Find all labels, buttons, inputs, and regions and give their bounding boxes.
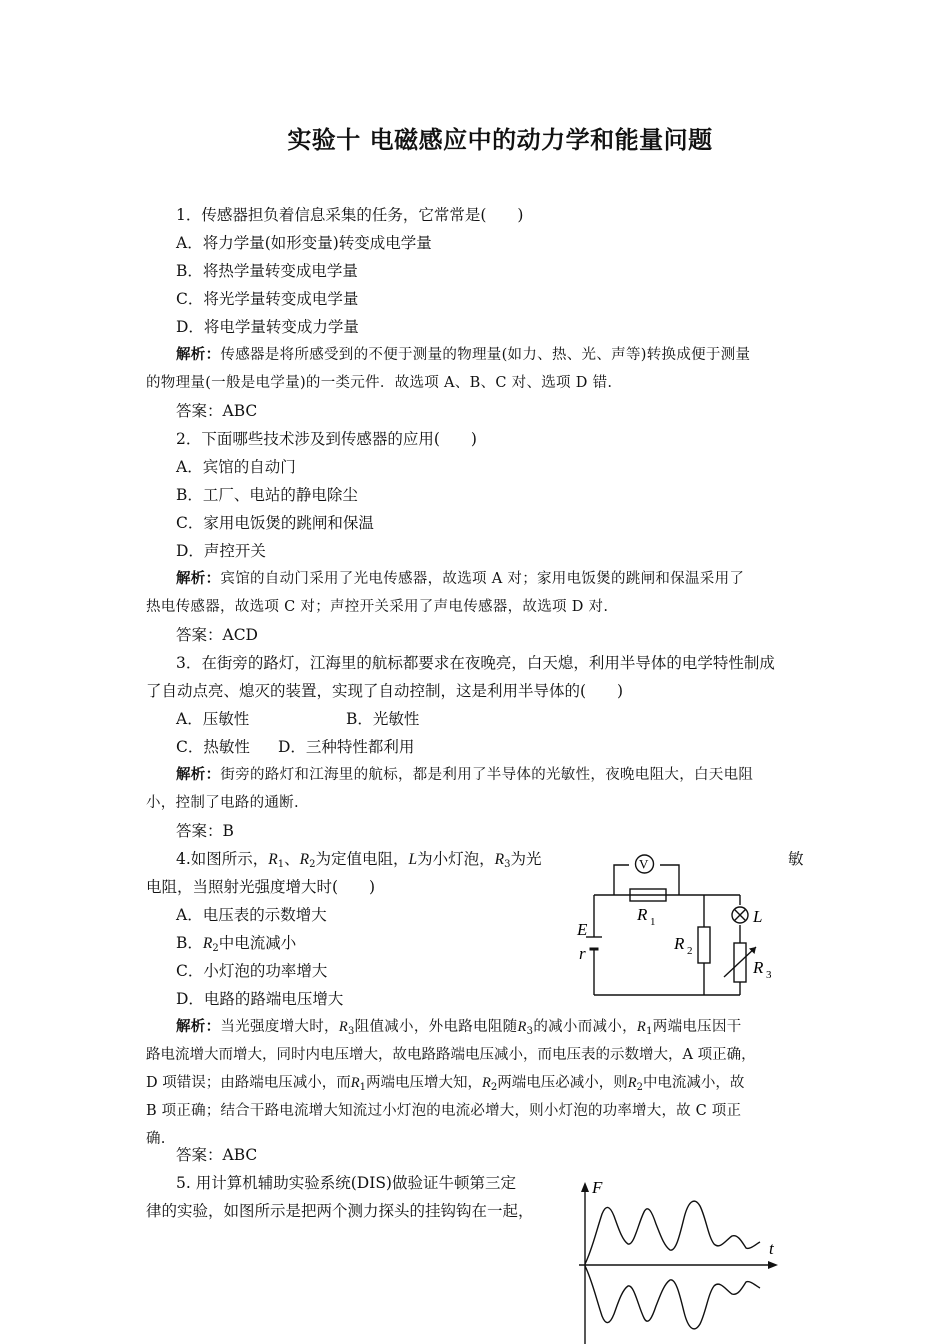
q3-analysis-line2: 小，控制了电路的通断. bbox=[146, 795, 299, 811]
q2-option-c: C．家用电饭煲的跳闸和保温 bbox=[176, 514, 374, 532]
q4-option-c: C．小灯泡的功率增大 bbox=[176, 962, 328, 980]
q2-analysis-text: 宾馆的自动门采用了光电传感器，故选项 A 对；家用电饭煲的跳闸和保温采用了 bbox=[220, 571, 745, 587]
q4-option-a: A．电压表的示数增大 bbox=[176, 906, 327, 924]
q1-answer: 答案：ABC bbox=[176, 402, 258, 420]
q3-option-a: A．压敏性 bbox=[176, 710, 250, 728]
label-r3-sub: 3 bbox=[766, 969, 772, 981]
lower-force-curve bbox=[585, 1266, 760, 1329]
q5-stem-line1: 5. 用计算机辅助实验系统(DIS)做验证牛顿第三定 bbox=[176, 1174, 516, 1192]
analysis-label: 解析： bbox=[176, 570, 221, 587]
q4-stem-line1: 4.如图所示，$R_1$、$R_2$为定值电阻，L为小灯泡，$R_3$为光 bbox=[176, 850, 542, 870]
q4-stem-tail: 敏 bbox=[788, 850, 804, 868]
q4-answer: 答案：ABC bbox=[176, 1146, 258, 1164]
q2-option-b: B．工厂、电站的静电除尘 bbox=[176, 486, 358, 504]
q4-option-b: B．$R_2$中电流减小 bbox=[176, 934, 297, 954]
page-title: 实验十 电磁感应中的动力学和能量问题 bbox=[287, 125, 713, 154]
q4-stem-line2: 电阻，当照射光强度增大时( ) bbox=[146, 878, 376, 896]
label-l: L bbox=[753, 907, 763, 926]
q3-stem-line2: 了自动点亮、熄灭的装置，实现了自动控制，这是利用半导体的( ) bbox=[146, 682, 624, 700]
upper-force-curve bbox=[585, 1201, 760, 1264]
circuit-diagram bbox=[570, 845, 785, 1000]
q1-stem: 1．传感器担负着信息采集的任务，它常常是( ) bbox=[176, 206, 524, 224]
q4-analysis-line3: D 项错误；由路端电压减小，而$R_1$两端电压增大知，$R_2$两端电压必减小，则$R_2$中电流减小，故 bbox=[146, 1075, 745, 1093]
voltmeter-label: V bbox=[639, 856, 649, 872]
q2-option-d: D．声控开关 bbox=[176, 542, 266, 560]
q3-analysis-text: 街旁的路灯和江海里的航标，都是利用了半导体的光敏性，夜晚电阻大，白天电阻 bbox=[220, 767, 754, 783]
q3-analysis-line1 bbox=[176, 765, 753, 785]
label-e: E bbox=[577, 920, 588, 939]
label-r2-sub: 2 bbox=[687, 945, 693, 957]
axis-label-t: t bbox=[769, 1239, 774, 1258]
q1-analysis-line1 bbox=[176, 345, 750, 365]
axis-label-f: F bbox=[592, 1178, 603, 1197]
analysis-label: 解析： bbox=[176, 346, 221, 363]
q4-analysis-line5: 确. bbox=[146, 1131, 166, 1147]
q4-analysis-line4: B 项正确；结合干路电流增大知流过小灯泡的电流必增大，则小灯泡的功率增大，故 C 项正 bbox=[146, 1103, 742, 1119]
label-r: r bbox=[579, 944, 586, 963]
q2-stem: 2．下面哪些技术涉及到传感器的应用( ) bbox=[176, 430, 477, 448]
q1-option-a: A．将力学量(如形变量)转变成电学量 bbox=[176, 234, 432, 252]
q2-option-a: A．宾馆的自动门 bbox=[176, 458, 296, 476]
q3-option-d: D．三种特性都利用 bbox=[278, 738, 415, 756]
q1-option-c: C．将光学量转变成电学量 bbox=[176, 290, 359, 308]
q2-analysis-line1 bbox=[176, 569, 744, 589]
analysis-label: 解析： bbox=[176, 1018, 221, 1035]
resistor-r2 bbox=[698, 927, 710, 963]
variable-arrow bbox=[724, 947, 756, 977]
label-r1: R bbox=[637, 905, 648, 924]
label-r2: R bbox=[674, 934, 685, 953]
q3-option-c: C．热敏性 bbox=[176, 738, 250, 756]
q3-option-b: B．光敏性 bbox=[346, 710, 420, 728]
q4-option-d: D．电路的路端电压增大 bbox=[176, 990, 344, 1008]
label-r3: R bbox=[753, 958, 764, 977]
force-time-graph bbox=[570, 1172, 780, 1344]
q1-option-d: D．将电学量转变成力学量 bbox=[176, 318, 359, 336]
q3-answer: 答案：B bbox=[176, 822, 234, 840]
q4-analysis-line2: 路电流增大而增大，同时内电压增大，故电路路端电压减小，而电压表的示数增大，A 项正确， bbox=[146, 1047, 756, 1063]
analysis-label: 解析： bbox=[176, 766, 221, 783]
q1-analysis-text: 传感器是将所感受到的不便于测量的物理量(如力、热、光、声等)转换成便于测量 bbox=[220, 347, 751, 363]
q1-analysis-line2: 的物理量(一般是电学量)的一类元件．故选项 A、B、C 对、选项 D 错. bbox=[146, 375, 613, 391]
q1-option-b: B．将热学量转变成电学量 bbox=[176, 262, 358, 280]
q2-analysis-line2: 热电传感器，故选项 C 对；声控开关采用了声电传感器，故选项 D 对. bbox=[146, 599, 609, 615]
q2-answer: 答案：ACD bbox=[176, 626, 258, 644]
q4-analysis-line1: 解析：当光强度增大时，$R_3$阻值减小，外电路电阻随$R_3$的减小而减小，$R_1$两端电压因干 bbox=[176, 1018, 742, 1037]
q3-stem-line1: 3．在街旁的路灯，江海里的航标都要求在夜晚亮，白天熄，利用半导体的电学特性制成 bbox=[176, 654, 775, 672]
q5-stem-line2: 律的实验，如图所示是把两个测力探头的挂钩钩在一起， bbox=[146, 1202, 534, 1220]
label-r1-sub: 1 bbox=[650, 916, 656, 928]
